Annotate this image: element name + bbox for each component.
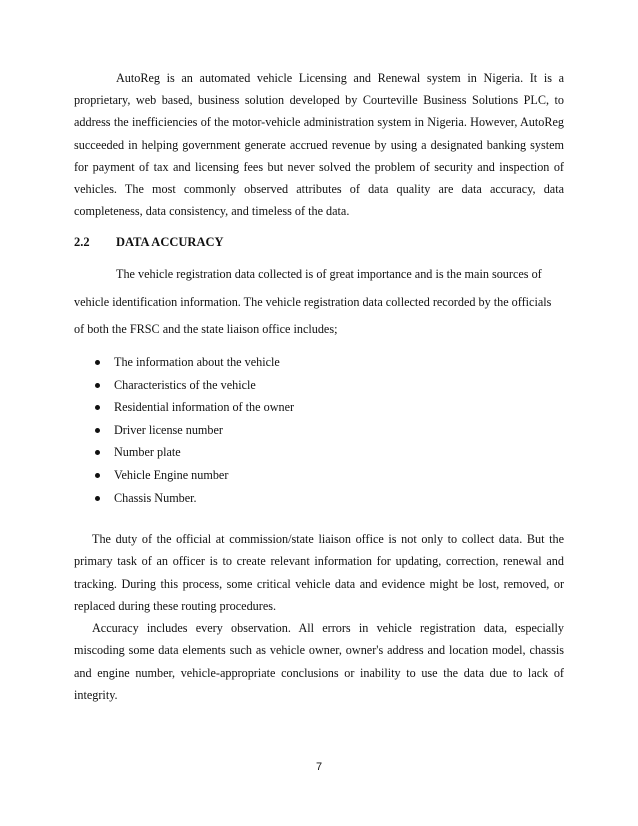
bullet-icon [95,428,100,433]
bullet-icon [95,450,100,455]
bullet-icon [95,405,100,410]
list-item [95,396,294,419]
list-item [95,487,294,510]
list-item-text: The information about the vehicle [114,355,280,369]
paragraph-accuracy: Accuracy includes every observation. All errors in vehicle registration data, especially miscoding some data elements such as vehicle owner, owner's address and location model, chassis and engine number, vehicle-appropriate conclusions or inability to use the data due to lack of integrity. [74,621,564,703]
bullet-icon [95,383,100,388]
paragraph-official-duty: The duty of the official at commission/state liaison office is not only to collect data. But the primary task of an officer is to create relevant information for updating, correction, renewal and tracking. During this process, some critical vehicle data and evidence might be lost, removed, or replaced during these routing procedures. [74,532,564,613]
list-item [95,374,294,397]
list-item-text: Chassis Number. [114,490,197,505]
paragraph-duty-and-accuracy [74,528,564,706]
list-item-text: Number plate [114,445,181,460]
list-item-text: Driver license number [114,422,223,437]
page-number: 7 [315,761,323,773]
paragraph-autoreg: AutoReg is an automated vehicle Licensing and Renewal system in Nigeria. It is a proprietary, web based, business solution developed by Courteville Business Solutions PLC, to address the inefficiencies of the motor-vehicle administration system in Nigeria. However, AutoReg succeeded in helping government generate accrued revenue by using a designated banking system for payment of tax and licensing fees but never solved the problem of security and inspection of vehicles. The most commonly observed attributes of data quality are data accuracy, data completeness, data consistency, and timeless of the data. [74,71,564,219]
list-item-text: Residential information of the owner [114,400,295,415]
section-heading [74,233,224,251]
list-item [95,419,294,442]
bullet-icon [95,473,100,478]
list-item-text: Vehicle Engine number [114,467,229,482]
list-item [95,464,294,487]
list-item-text: Characteristics of the vehicle [114,377,256,392]
section-title: DATA ACCURACY [116,235,224,249]
bullet-icon [95,496,100,501]
section-number: 2.2 [74,235,90,249]
list-item [95,351,294,374]
paragraph-data-accuracy-intro: The vehicle registration data collected is of great importance and is the main sources of vehicle identification information. The vehicle registration data collected recorded by the officials of both the FRSC and the state liaison office includes; [74,267,552,336]
list-item [95,441,294,464]
bullet-list [95,351,294,509]
bullet-icon [95,360,100,365]
